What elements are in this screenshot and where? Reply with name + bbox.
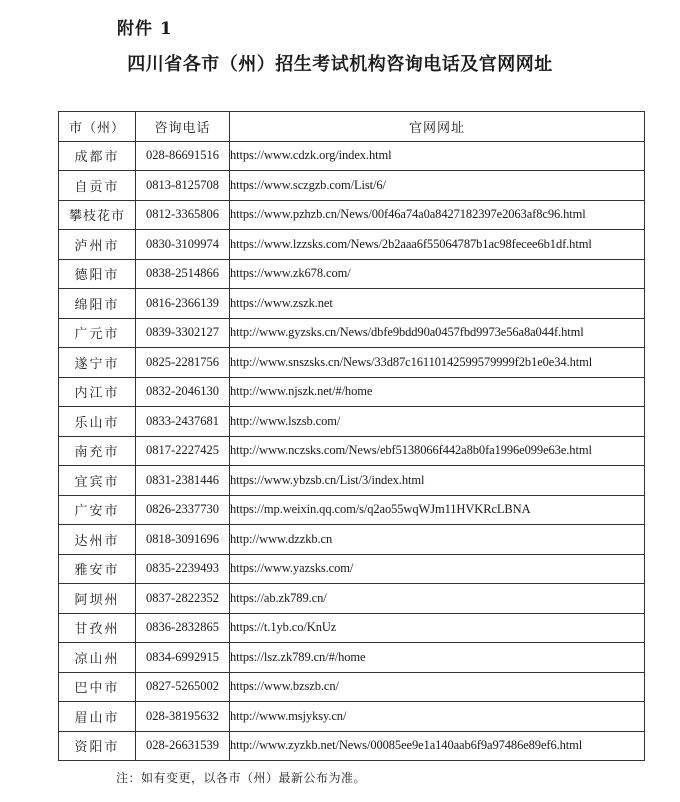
city-cell: 广安市 [59,495,136,525]
city-cell: 内江市 [59,377,136,407]
phone-cell: 028-26631539 [136,731,230,761]
city-cell: 眉山市 [59,702,136,732]
phone-cell: 028-86691516 [136,141,230,171]
city-cell: 乐山市 [59,407,136,437]
url-cell: http://www.lszsb.com/ [230,407,645,437]
city-cell: 凉山州 [59,643,136,673]
url-cell: https://www.zk678.com/ [230,259,645,289]
phone-cell: 0837-2822352 [136,584,230,614]
attachment-label: 附件 1 [117,19,173,39]
url-cell: https://www.ybzsb.cn/List/3/index.html [230,466,645,496]
city-cell: 巴中市 [59,672,136,702]
table-row [59,584,645,614]
table-body [59,141,645,761]
url-cell: http://www.msjyksy.cn/ [230,702,645,732]
table-row [59,436,645,466]
table-row [59,377,645,407]
table-row [59,466,645,496]
city-cell: 雅安市 [59,554,136,584]
phone-cell: 0813-8125708 [136,171,230,201]
city-cell: 遂宁市 [59,348,136,378]
phone-cell: 0834-6992915 [136,643,230,673]
table-row [59,702,645,732]
url-cell: https://www.yazsks.com/ [230,554,645,584]
url-cell: https://www.sczgzb.com/List/6/ [230,171,645,201]
city-cell: 攀枝花市 [59,200,136,230]
table-row [59,200,645,230]
phone-cell: 0838-2514866 [136,259,230,289]
url-cell: https://www.pzhzb.cn/News/00f46a74a0a8427182397e2063af8c96.html [230,200,645,230]
url-cell: http://www.snszsks.cn/News/33d87c16110142599579999f2b1e0e34.html [230,348,645,378]
table-row [59,613,645,643]
url-cell: https://www.lzzsks.com/News/2b2aaa6f55064787b1ac98fecee6b1df.html [230,230,645,260]
phone-cell: 0812-3365806 [136,200,230,230]
city-cell: 甘孜州 [59,613,136,643]
phone-cell: 0827-5265002 [136,672,230,702]
url-cell: http://www.nczsks.com/News/ebf5138066f442a8b0fa1996e099e63e.html [230,436,645,466]
city-cell: 达州市 [59,525,136,555]
phone-cell: 0832-2046130 [136,377,230,407]
url-cell: https://t.1yb.co/KnUz [230,613,645,643]
table-row [59,348,645,378]
table-row [59,525,645,555]
table-row [59,230,645,260]
url-cell: http://www.zyzkb.net/News/00085ee9e1a140aab6f9a97486e89ef6.html [230,731,645,761]
city-cell: 广元市 [59,318,136,348]
url-cell: https://lsz.zk789.cn/#/home [230,643,645,673]
phone-cell: 0817-2227425 [136,436,230,466]
city-cell: 绵阳市 [59,289,136,319]
table-row [59,171,645,201]
table-row [59,407,645,437]
header-city: 市（州） [59,112,136,142]
table-row [59,495,645,525]
header-phone: 咨询电话 [136,112,230,142]
phone-cell: 0831-2381446 [136,466,230,496]
footnote: 注：如有变更，以各市（州）最新公布为准。 [116,771,367,785]
table-row [59,318,645,348]
city-cell: 阿坝州 [59,584,136,614]
table-row [59,259,645,289]
table-row [59,289,645,319]
city-cell: 宜宾市 [59,466,136,496]
phone-cell: 0818-3091696 [136,525,230,555]
table-row [59,672,645,702]
table-row [59,643,645,673]
url-cell: https://www.cdzk.org/index.html [230,141,645,171]
url-cell: https://ab.zk789.cn/ [230,584,645,614]
url-cell: http://www.gyzsks.cn/News/dbfe9bdd90a0457fbd9973e56a8a044f.html [230,318,645,348]
url-cell: https://www.zszk.net [230,289,645,319]
contacts-table [58,111,645,761]
phone-cell: 0825-2281756 [136,348,230,378]
city-cell: 资阳市 [59,731,136,761]
city-cell: 泸州市 [59,230,136,260]
table-row [59,554,645,584]
city-cell: 成都市 [59,141,136,171]
phone-cell: 0826-2337730 [136,495,230,525]
city-cell: 自贡市 [59,171,136,201]
phone-cell: 0835-2239493 [136,554,230,584]
header-url: 官网网址 [230,112,645,142]
phone-cell: 0836-2832865 [136,613,230,643]
document-title: 四川省各市（州）招生考试机构咨询电话及官网网址 [127,54,553,75]
table-header-row [59,112,645,142]
url-cell: https://mp.weixin.qq.com/s/q2ao55wqWJm11HVKRcLBNA [230,495,645,525]
table-row [59,731,645,761]
phone-cell: 0833-2437681 [136,407,230,437]
phone-cell: 028-38195632 [136,702,230,732]
table-row [59,141,645,171]
city-cell: 德阳市 [59,259,136,289]
phone-cell: 0816-2366139 [136,289,230,319]
url-cell: http://www.njszk.net/#/home [230,377,645,407]
city-cell: 南充市 [59,436,136,466]
url-cell: https://www.bzszb.cn/ [230,672,645,702]
url-cell: http://www.dzzkb.cn [230,525,645,555]
phone-cell: 0839-3302127 [136,318,230,348]
phone-cell: 0830-3109974 [136,230,230,260]
